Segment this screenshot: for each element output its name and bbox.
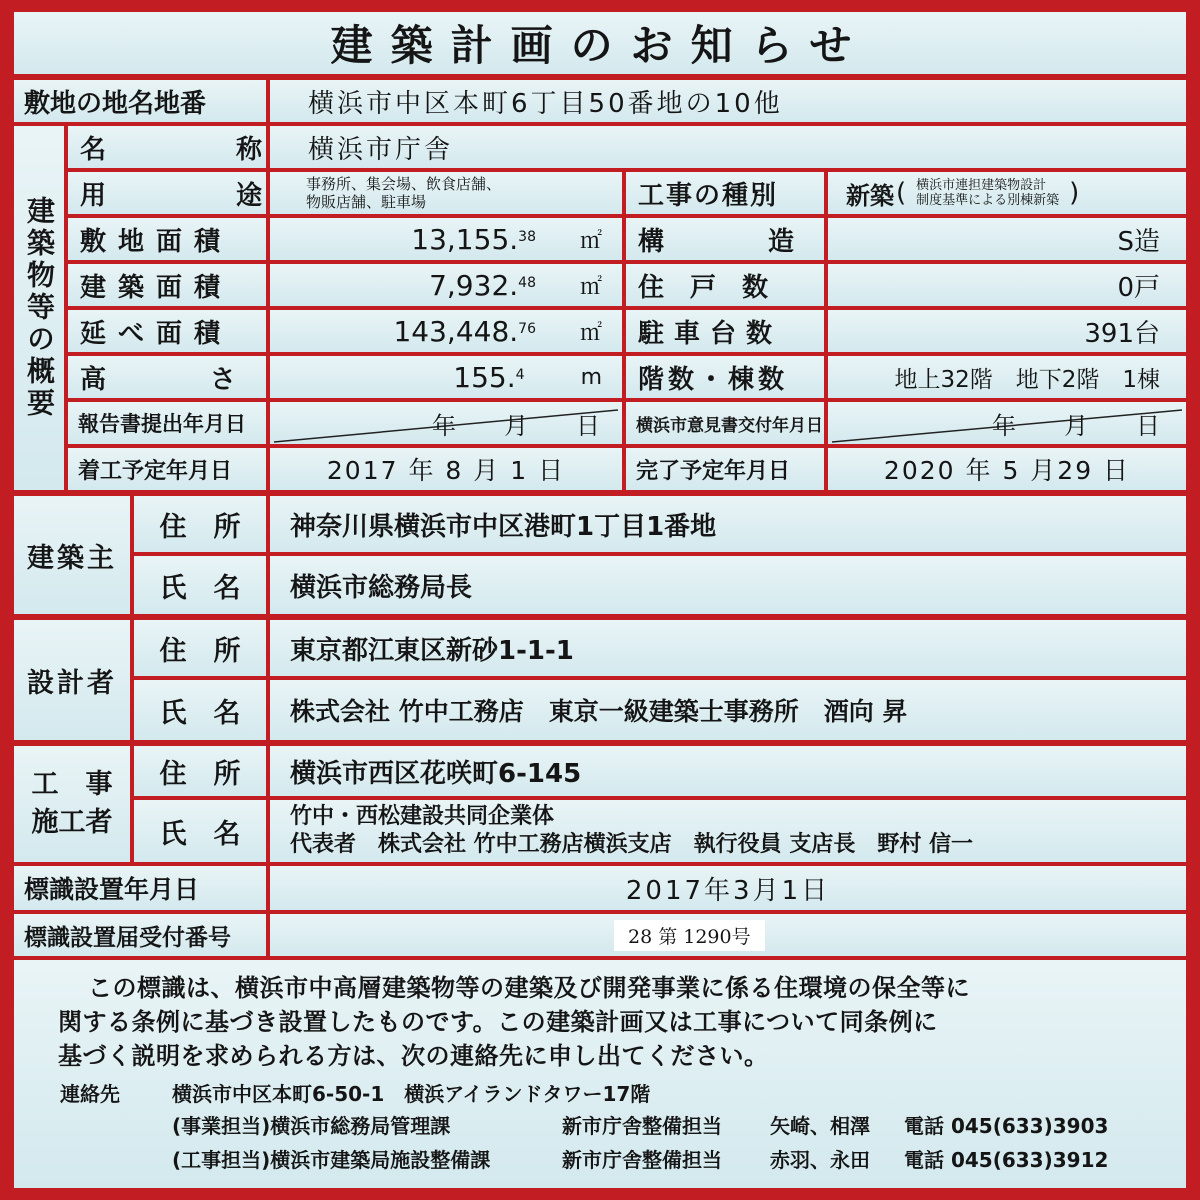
name-value: 横浜市庁舎 (270, 126, 1186, 168)
parking-label: 駐車台数 (626, 310, 824, 352)
site-area-label: 敷地面積 (68, 218, 266, 260)
construction-type-label: 工事の種別 (626, 172, 824, 214)
building-outline-group-label: 建築物等の概要 (14, 126, 64, 490)
sign-date-label: 標識設置年月日 (14, 866, 266, 910)
floors-label: 階数・棟数 (626, 356, 824, 398)
dwelling-units-label: 住 戸 数 (626, 264, 824, 306)
height-label: 高 さ (68, 356, 266, 398)
owner-address-value: 神奈川県横浜市中区港町1丁目1番地 (270, 496, 1186, 552)
total-floor-area-value: 143,448. 76 ㎡ (270, 310, 622, 352)
site-address-label: 敷地の地名地番 (14, 80, 266, 122)
site-area-value: 13,155. 38 ㎡ (270, 218, 622, 260)
start-date-label: 着工予定年月日 (68, 448, 266, 490)
contractor-address-label: 住 所 (134, 746, 266, 796)
sign-date-value: 2017年3月1日 (270, 866, 1186, 910)
structure-value: S造 (828, 218, 1186, 260)
floors-value: 地上32階 地下2階 1棟 (828, 356, 1186, 398)
completion-date-value: 2020 年 5 月29 日 (828, 448, 1186, 490)
notice-panel (14, 960, 1186, 1188)
contact-label: 連絡先 (60, 1082, 120, 1106)
designer-name-value: 株式会社 竹中工務店 東京一級建築士事務所 酒向 昇 (270, 680, 1186, 740)
dwelling-units-value: 0戸 (828, 264, 1186, 306)
contact-address: 横浜市中区本町6-50-1 横浜アイランドタワー17階 (172, 1082, 651, 1106)
contractor-address-value: 横浜市西区花咲町6-145 (270, 746, 1186, 796)
report-date-label: 報告書提出年月日 (68, 402, 266, 444)
designer-group-label: 設計者 (14, 620, 130, 740)
height-value: 155. 4 m (270, 356, 622, 398)
notice-line-1: この標識は、横浜市中高層建築物等の建築及び開発事業に係る住環境の保全等に (88, 974, 970, 1002)
designer-name-label: 氏 名 (134, 680, 266, 740)
parking-value: 391台 (828, 310, 1186, 352)
contact-people-1: 矢崎、相澤 (770, 1114, 870, 1138)
total-floor-area-label: 延べ面積 (68, 310, 266, 352)
opinion-date-value: 年 月 日 (828, 402, 1186, 444)
use-label: 用 途 (68, 172, 266, 214)
sign-number-label: 標識設置届受付番号 (14, 914, 266, 956)
use-value: 事務所、集会場、飲食店舗、 物販店舗、駐車場 (270, 172, 622, 214)
contact-role-1: 新市庁舎整備担当 (562, 1114, 722, 1138)
owner-name-value: 横浜市総務局長 (270, 556, 1186, 614)
notice-title (14, 12, 1186, 74)
designer-address-label: 住 所 (134, 620, 266, 676)
designer-address-value: 東京都江東区新砂1-1-1 (270, 620, 1186, 676)
contact-dept-1: (事業担当)横浜市総務局管理課 (172, 1114, 451, 1138)
site-address-value: 横浜市中区本町6丁目50番地の10他 (270, 80, 1186, 122)
contractor-group-label: 工 事 施工者 (14, 746, 130, 862)
name-label: 名 称 (68, 126, 266, 168)
contact-phone-2: 電話 045(633)3912 (904, 1148, 1109, 1172)
start-date-value: 2017 年 8 月 1 日 (270, 448, 622, 490)
report-date-value: 年 月 日 (270, 402, 622, 444)
notice-line-3: 基づく説明を求められる方は、次の連絡先に申し出てください。 (58, 1042, 769, 1070)
completion-date-label: 完了予定年月日 (626, 448, 824, 490)
contact-role-2: 新市庁舎整備担当 (562, 1148, 722, 1172)
contact-dept-2: (工事担当)横浜市建築局施設整備課 (172, 1148, 491, 1172)
contractor-name-value: 竹中・西松建設共同企業体 代表者 株式会社 竹中工務店横浜支店 執行役員 支店長 野村 信一 (270, 800, 1186, 862)
sign-number-value (270, 914, 1186, 956)
contact-people-2: 赤羽、永田 (770, 1148, 870, 1172)
opinion-date-label: 横浜市意見書交付年月日 (626, 402, 824, 444)
building-area-label: 建築面積 (68, 264, 266, 306)
owner-group-label: 建築主 (14, 496, 130, 614)
contact-phone-1: 電話 045(633)3903 (904, 1114, 1109, 1138)
sign-number-sticker: 28 第 1290号 (614, 920, 765, 951)
notice-line-2: 関する条例に基づき設置したものです。この建築計画又は工事について同条例に (58, 1008, 938, 1036)
construction-type-value: 新築 ( 横浜市連担建築物設計 制度基準による別棟新築 ) (828, 172, 1186, 214)
structure-label: 構 造 (626, 218, 824, 260)
title-text: 建築計画のお知らせ (330, 21, 870, 70)
owner-address-label: 住 所 (134, 496, 266, 552)
owner-name-label: 氏 名 (134, 556, 266, 614)
contractor-name-label: 氏 名 (134, 800, 266, 862)
building-area-value: 7,932. 48 ㎡ (270, 264, 622, 306)
